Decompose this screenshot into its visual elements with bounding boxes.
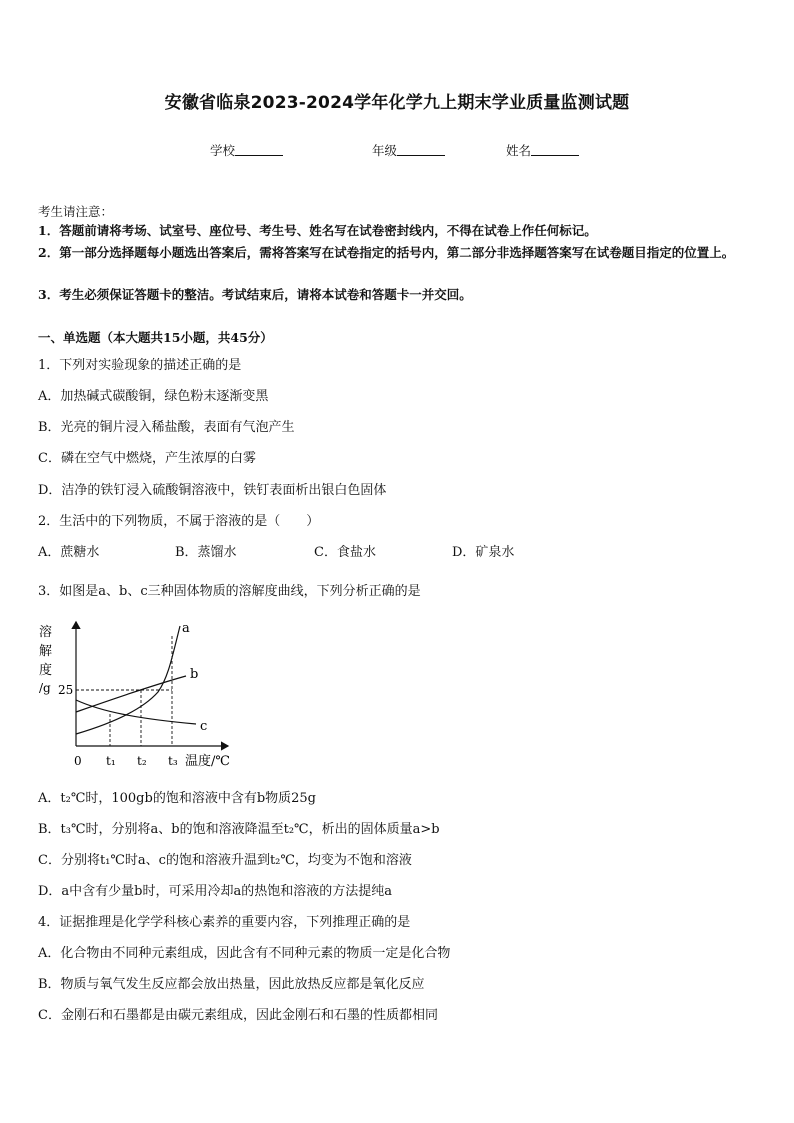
question-3-option-a[interactable]: A．t₂℃时，100gb的饱和溶液中含有b物质25g [38,791,317,806]
question-3-option-b[interactable]: B．t₃℃时，分别将a、b的饱和溶液降温至t₂℃，析出的固体质量a>b [38,822,440,837]
section-heading: 一、单选题（本大题共15小题，共45分） [38,330,273,345]
grade-label: 年级 [372,143,398,158]
notice-item-2: 2．第一部分选择题每小题选出答案后，需将答案写在试卷指定的括号内，第二部分非选择题答案写在试卷题目指定的位置上。 [38,245,735,260]
x-tick-t1: t₁ [106,754,116,768]
question-1-option-a[interactable]: A．加热碱式碳酸铜，绿色粉末逐渐变黑 [38,389,269,404]
x-axis-label: 温度/℃ [185,754,230,769]
series-label-c: c [200,719,208,734]
name-blank[interactable] [531,144,579,156]
question-1-option-c[interactable]: C．磷在空气中燃烧，产生浓厚的白雾 [38,451,256,466]
question-3-option-d[interactable]: D．a中含有少量b时，可采用冷却a的热饱和溶液的方法提纯a [38,884,392,899]
question-3-stem: 3．如图是a、b、c三种固体物质的溶解度曲线，下列分析正确的是 [38,584,421,599]
question-2-option-a[interactable]: A．蔗糖水 [38,545,100,560]
school-blank[interactable] [235,144,283,156]
question-2-stem: 2．生活中的下列物质，不属于溶液的是（ ） [38,514,320,529]
question-4-option-c[interactable]: C．金刚石和石墨都是由碳元素组成，因此金刚石和石墨的性质都相同 [38,1008,438,1023]
school-label: 学校 [210,143,236,158]
solubility-chart [30,612,245,777]
notice-item-1: 1．答题前请将考场、试室号、座位号、考生号、姓名写在试卷密封线内，不得在试卷上作任何标记。 [38,223,597,238]
ylabel-unit: /g [39,681,51,695]
question-3-option-c[interactable]: C．分别将t₁℃时a、c的饱和溶液升温到t₂℃，均变为不饱和溶液 [38,853,412,868]
name-label: 姓名 [506,143,532,158]
question-2-option-b[interactable]: B．蒸馏水 [175,545,237,560]
curve-a [76,626,180,734]
x-tick-t3: t₃ [168,754,178,768]
school-field[interactable] [210,141,283,159]
notice-heading: 考生请注意： [38,204,114,219]
question-4-option-a[interactable]: A．化合物由不同种元素组成，因此含有不同种元素的物质一定是化合物 [38,946,451,961]
grade-blank[interactable] [397,144,445,156]
page-title: 安徽省临泉2023-2024学年化学九上期末学业质量监测试题 [164,93,630,113]
grade-field[interactable] [372,141,445,159]
ylabel-char-2: 解 [39,644,53,659]
curve-c [76,700,196,724]
x-tick-t2: t₂ [137,754,147,768]
series-label-b: b [190,667,199,682]
ylabel-char-1: 溶 [39,625,53,640]
question-1-option-d[interactable]: D．洁净的铁钉浸入硫酸铜溶液中，铁钉表面析出银白色固体 [38,483,387,498]
name-field[interactable] [506,141,579,159]
question-4-option-b[interactable]: B．物质与氧气发生反应都会放出热量，因此放热反应都是氧化反应 [38,977,425,992]
notice-item-3: 3．考生必须保证答题卡的整洁。考试结束后，请将本试卷和答题卡一并交回。 [38,287,472,302]
question-2-option-d[interactable]: D．矿泉水 [452,545,515,560]
question-1-option-b[interactable]: B．光亮的铜片浸入稀盐酸，表面有气泡产生 [38,420,295,435]
question-1-stem: 1．下列对实验现象的描述正确的是 [38,358,242,373]
question-2-option-c[interactable]: C．食盐水 [314,545,376,560]
series-label-a: a [182,621,190,636]
y-tick-25: 25 [58,683,74,697]
question-4-stem: 4．证据推理是化学学科核心素养的重要内容，下列推理正确的是 [38,915,411,930]
ylabel-char-3: 度 [39,663,53,678]
origin-label: 0 [74,754,82,768]
